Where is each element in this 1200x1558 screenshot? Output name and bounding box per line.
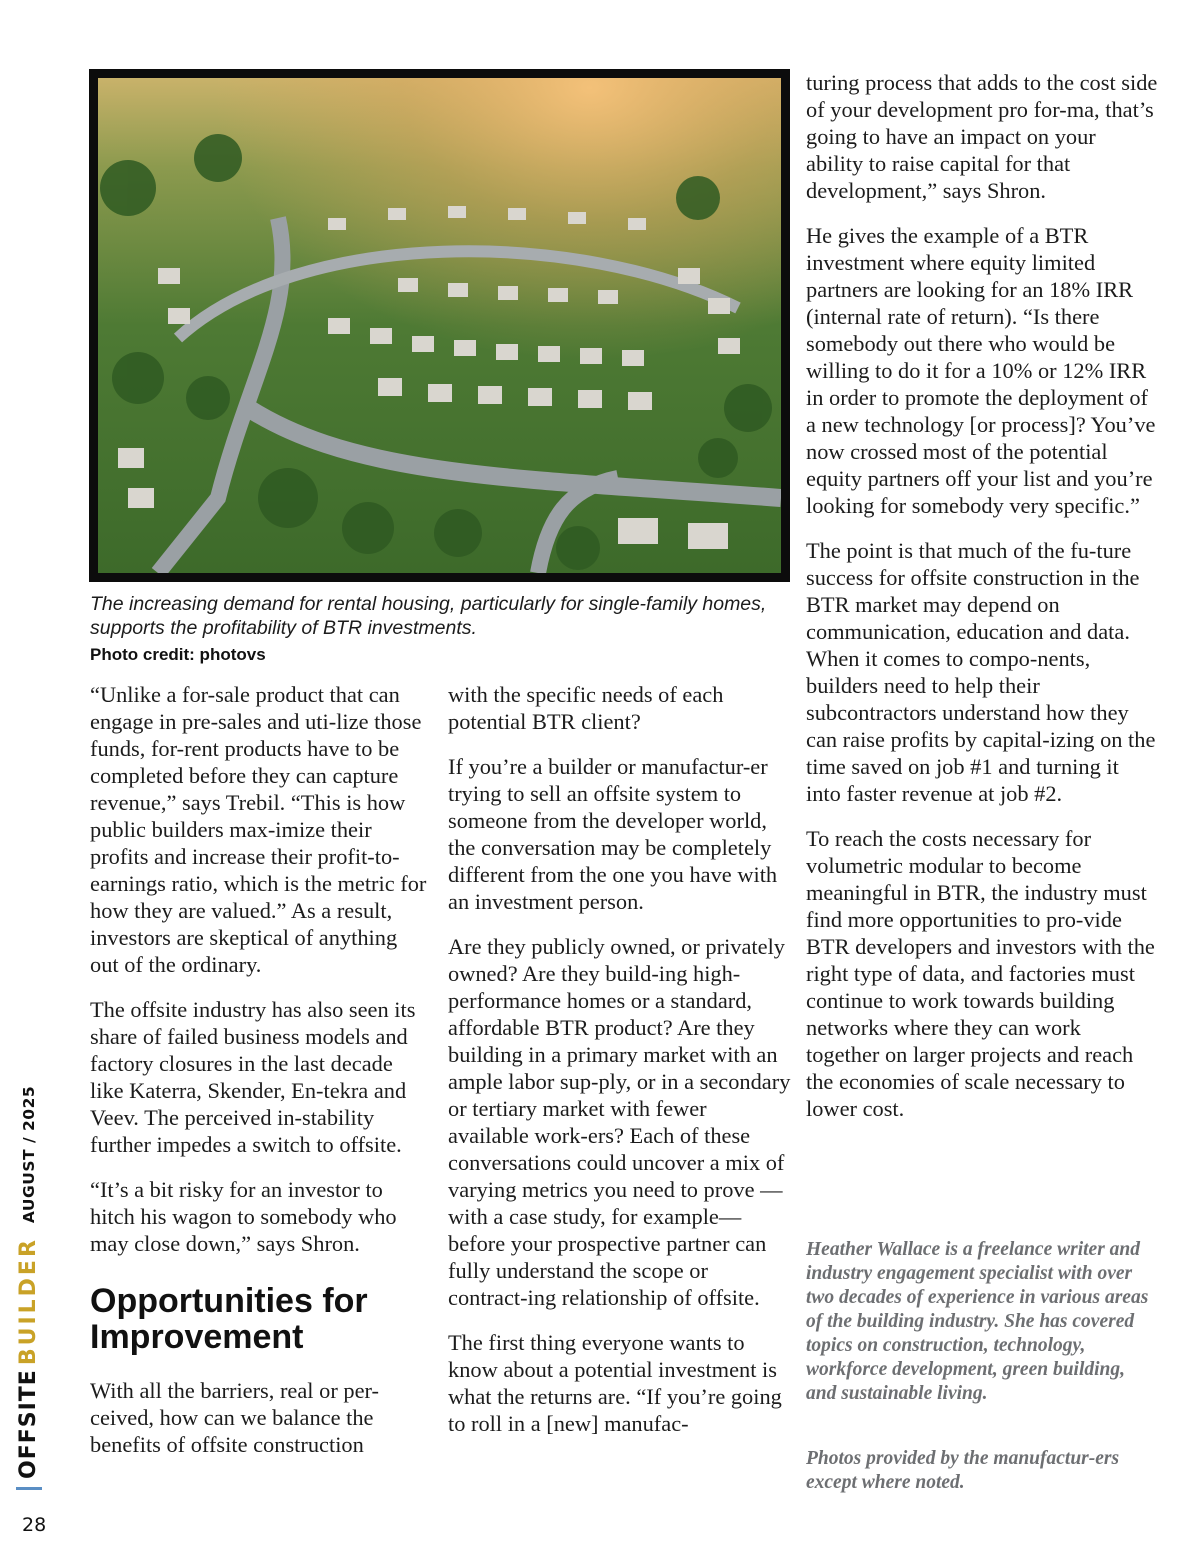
photo-caption: The increasing demand for rental housing, particularly for single-family homes, supports the profitability of BTR investments. [90,593,767,639]
article-photo [89,69,790,582]
paragraph: “It’s a bit risky for an investor to hitch his wagon to somebody who may close down,” says Shron. [90,1177,397,1256]
brand-builder: BUILDER [16,1237,41,1366]
paragraph: With all the barriers, real or per-ceived, how can we balance the benefits of offsite construction [90,1378,379,1457]
paragraph: The point is that much of the fu-ture success for offsite construction in the BTR market may depend on communication, education and data. When it comes to compo-nents, builders need to help their subcontractors understand how they can raise profits by capital-izing on the time saved on job #1 and turning it into faster revenue at job #2. [806,538,1156,806]
magazine-spine-label [14,1086,44,1490]
paragraph: turing process that adds to the cost side of your development pro for-ma, that’s going to have an impact on your ability to raise capital for that development,” says Shron. [806,70,1158,203]
photos-note: Photos provided by the manufactur-ers except where noted. [806,1448,1120,1493]
paragraph: with the specific needs of each potential BTR client? [448,682,724,734]
paragraph: The first thing everyone wants to know about a potential investment is what the returns are. “If you’re going to roll in a [new] manufac- [448,1330,782,1436]
article-column-2 [448,681,793,1455]
aerial-suburb-photo-icon [98,78,781,573]
photo-credit: Photo credit: photovs [90,645,266,664]
spine-accent-bar [16,1487,42,1490]
paragraph: If you’re a builder or manufactur-er trying to sell an offsite system to someone from the developer world, the conversation may be completely different from the one you have with an investment person. [448,754,778,914]
section-heading: Opportunities for Improvement [90,1282,368,1356]
brand-offsite: OFFSITE [16,1369,41,1479]
article-column-1 [90,681,430,1476]
paragraph: “Unlike a for-sale product that can engage in pre-sales and uti-lize those funds, for-rent products have to be completed before they can capture revenue,” says Trebil. “This is how public builders max-imize their profits and increase their profit-to-earnings ratio, which is the metric for how they are valued.” As a result, investors are skeptical of anything out of the ordinary. [90,682,427,977]
author-bio: Heather Wallace is a freelance writer and industry engagement specialist with over two decades of experience in various areas of the building industry. She has covered topics on construction, technology, workforce development, green building, and sustainable living. [806,1239,1149,1404]
issue-date: AUGUST / 2025 [20,1085,38,1224]
page-number: 28 [22,1514,47,1536]
paragraph: To reach the costs necessary for volumetric modular to become meaningful in BTR, the industry must find more opportunities to pro-vide BTR developers and investors with the right type of data, and factories must continue to work towards building networks where they can work together on larger projects and reach the economies of scale necessary to lower cost. [806,826,1155,1121]
paragraph: Are they publicly owned, or privately owned? Are they build-ing high-performance homes or a standard, affordable BTR product? Are they building in a primary market with an ample labor sup-ply, or in a secondary or tertiary market with fewer available work-ers? Each of these conversations could uncover a mix of varying metrics you need to prove — with a case study, for example— before your prospective partner can fully understand the scope or contract-ing relationship of offsite. [448,934,791,1310]
paragraph: He gives the example of a BTR investment where equity limited partners are looking for an 18% IRR (internal rate of return). “Is there somebody out there who would be willing to do it for a 10% or 12% IRR in order to promote the deployment of a new technology [or process]? You’ve now crossed most of the potential equity partners off your list and you’re looking for somebody very specific.” [806,223,1156,518]
paragraph: The offsite industry has also seen its share of failed business models and factory closures in the last decade like Katerra, Skender, En-tekra and Veev. The perceived in-stability further impedes a switch to offsite. [90,997,416,1157]
article-column-3 [806,69,1158,1140]
